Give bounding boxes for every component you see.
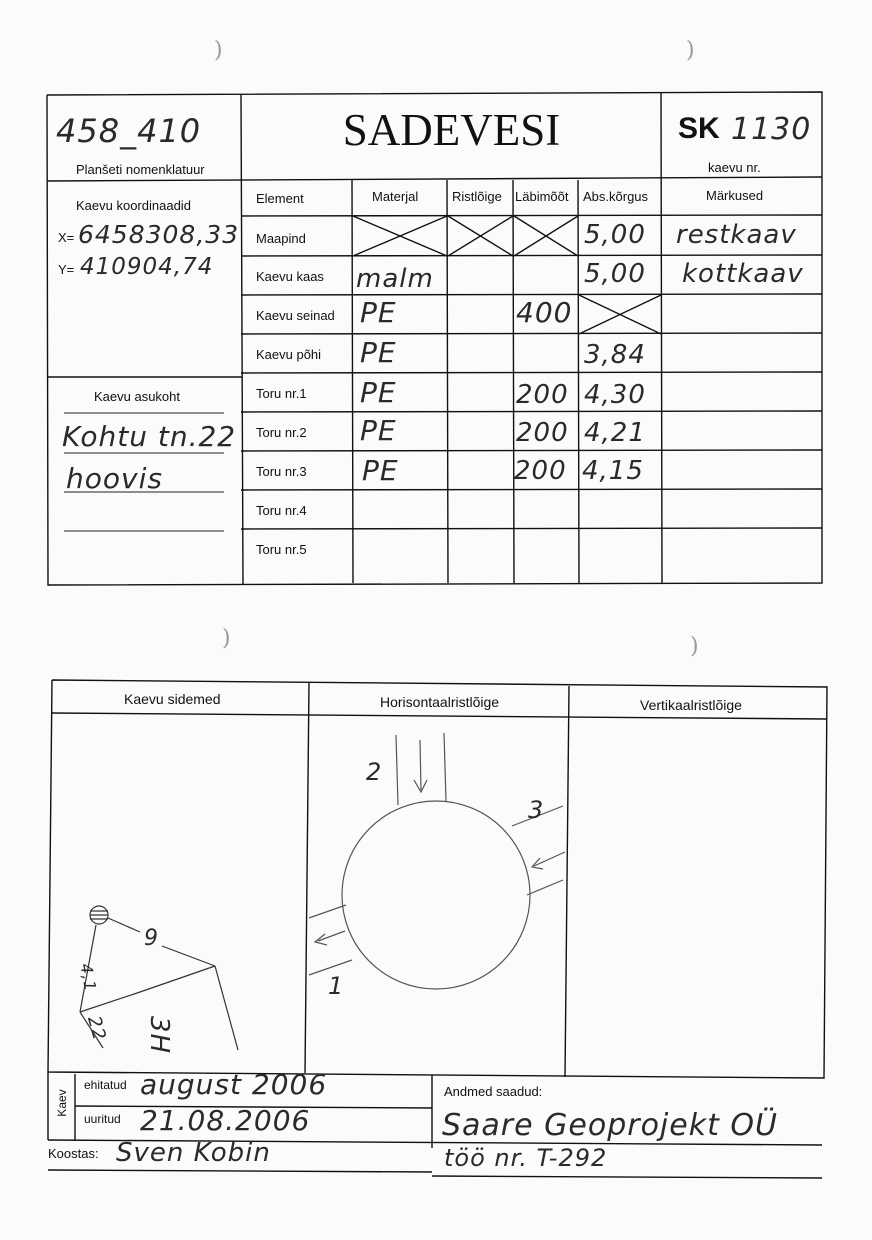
data-source-company: Saare Geoprojekt OÜ (442, 1108, 778, 1143)
x-coordinate: 6458308,33 (78, 220, 240, 249)
row-material: malm (356, 264, 434, 294)
row-element: Toru nr.1 (256, 386, 307, 401)
pipe-label-3: 3 (528, 796, 545, 824)
row-element: Kaevu kaas (256, 269, 324, 284)
row-material: PE (360, 296, 397, 329)
row-elevation: 5,00 (584, 220, 646, 250)
row-material: PE (360, 376, 397, 409)
row-diameter: 200 (514, 456, 567, 486)
tie-distance-2: 4,1 (76, 961, 101, 994)
location-line1: Kohtu tn.22 (62, 420, 237, 453)
tie-distance-1: 9 (144, 926, 159, 951)
x-prefix: X= (58, 230, 75, 245)
built-value: august 2006 (140, 1068, 328, 1101)
data-source-label: Andmed saadud: (444, 1084, 543, 1099)
nomenclature-value: 458_410 (56, 112, 202, 150)
header-material: Materjal (372, 189, 419, 204)
surveyed-label: uuritud (84, 1112, 121, 1126)
row-element: Kaevu seinad (256, 308, 335, 323)
punch-mark: ) (690, 634, 699, 659)
row-elevation: 4,30 (584, 380, 646, 410)
nomenclature-label: Planšeti nomenklatuur (76, 162, 205, 177)
location-label: Kaevu asukoht (94, 389, 181, 404)
punch-mark: ) (686, 38, 695, 63)
surveyed-value: 21.08.2006 (140, 1104, 311, 1137)
row-material: PE (360, 336, 397, 369)
sketch-col-vertical: Vertikaalristlõige (640, 697, 742, 713)
sketch-col-ties: Kaevu sidemed (124, 691, 221, 707)
sketch-col-horizontal: Horisontaalristlõige (380, 694, 500, 710)
y-coordinate: 410904,74 (80, 254, 214, 280)
author-label: Koostas: (48, 1146, 99, 1161)
header-cross-section: Ristlõige (452, 189, 502, 204)
built-label: ehitatud (84, 1078, 127, 1092)
row-element: Toru nr.3 (256, 464, 307, 479)
row-elevation: 4,21 (584, 418, 646, 448)
row-element: Kaevu põhi (256, 347, 322, 362)
well-label: kaevu nr. (708, 160, 761, 175)
well-number: 1130 (731, 112, 812, 147)
row-diameter: 400 (516, 296, 573, 329)
pipe-label-1: 1 (328, 972, 345, 1000)
row-material: PE (362, 454, 399, 487)
horizontal-section (309, 733, 565, 989)
tie-distance-3: 22 (83, 1013, 110, 1044)
row-elevation: 3,84 (584, 340, 646, 370)
form-title: SADEVESI (342, 105, 561, 155)
row-elevation: 4,15 (582, 456, 644, 486)
row-element: Toru nr.5 (256, 542, 307, 557)
row-elevation: 5,00 (584, 259, 646, 289)
well-prefix: SK (678, 112, 720, 145)
header-notes: Märkused (706, 188, 764, 203)
punch-mark: ) (222, 626, 231, 651)
punch-mark: ) (214, 38, 223, 63)
row-element: Toru nr.2 (256, 425, 307, 440)
row-element: Maapind (256, 231, 306, 246)
row-diameter: 200 (516, 418, 569, 448)
header-elevation: Abs.kõrgus (583, 189, 649, 204)
well-side-label: Kaev (55, 1089, 69, 1117)
header-diameter: Läbimõõt (515, 189, 569, 204)
row-notes: restkaav (676, 220, 797, 250)
author-name: Sven Kobin (116, 1138, 271, 1168)
header-element: Element (256, 191, 304, 206)
coordinates-label: Kaevu koordinaadid (76, 198, 191, 213)
y-prefix: Y= (58, 262, 75, 277)
row-notes: kottkaav (682, 259, 804, 289)
job-number: töö nr. T-292 (444, 1144, 608, 1172)
pipe-label-2: 2 (366, 758, 383, 786)
row-material: PE (360, 414, 397, 447)
row-element: Toru nr.4 (256, 503, 307, 518)
tie-marker: 3H (144, 1015, 175, 1055)
row-diameter: 200 (516, 380, 569, 410)
location-line2: hoovis (66, 462, 163, 495)
